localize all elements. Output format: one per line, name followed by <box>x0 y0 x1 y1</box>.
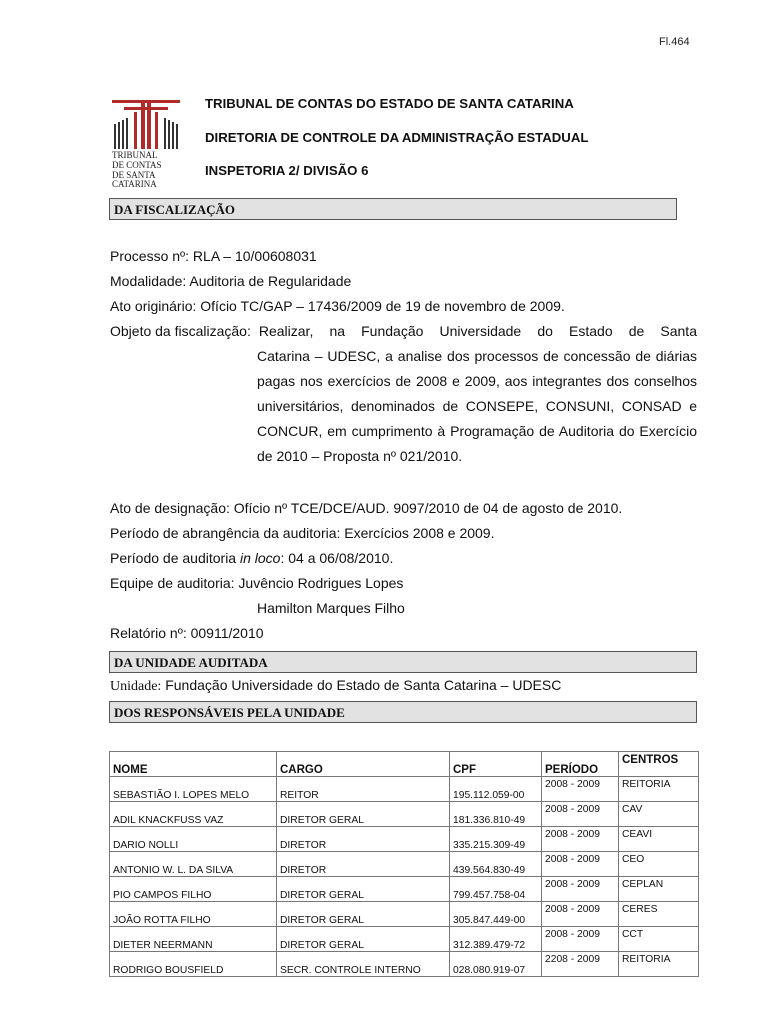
logo-text: DE CONTAS <box>112 160 162 170</box>
cell-centro: REITORIA <box>619 777 699 802</box>
col-cargo: CARGO <box>277 752 450 777</box>
col-centros: CENTROS <box>619 752 699 777</box>
col-periodo: PERÍODO <box>542 752 619 777</box>
table-row <box>110 902 699 927</box>
table-row <box>110 777 699 802</box>
header-diretoria: DIRETORIA DE CONTROLE DA ADMINISTRAÇÃO ESTADUAL <box>205 130 589 145</box>
table-row <box>110 952 699 977</box>
cell-cargo: REITOR <box>277 777 450 802</box>
table-header-row <box>110 752 699 777</box>
periodo-auditoria-prefix: Período de auditoria <box>110 550 240 566</box>
cell-periodo: 2208 - 2009 <box>542 952 619 977</box>
ato-originario-line: Ato originário: Ofício TC/GAP – 17436/2009 de 19 de novembro de 2009. <box>110 298 565 314</box>
periodo-abrangencia-line: Período de abrangência da auditoria: Exercícios 2008 e 2009. <box>110 525 495 541</box>
table-row <box>110 877 699 902</box>
ato-designacao-line: Ato de designação: Ofício nº TCE/DCE/AUD. 9097/2010 de 04 de agosto de 2010. <box>110 500 623 516</box>
cell-nome: DIETER NEERMANN <box>110 927 277 952</box>
equipe-line: Equipe de auditoria: Juvêncio Rodrigues Lopes <box>110 575 404 591</box>
logo-text: TRIBUNAL <box>112 150 158 160</box>
table-row <box>110 852 699 877</box>
header-inspetoria: INSPETORIA 2/ DIVISÃO 6 <box>205 163 369 178</box>
cell-periodo: 2008 - 2009 <box>542 852 619 877</box>
responsaveis-table <box>109 751 699 977</box>
cell-periodo: 2008 - 2009 <box>542 777 619 802</box>
unidade-value: Fundação Universidade do Estado de Santa Catarina – UDESC <box>165 677 562 693</box>
unidade-line <box>110 677 561 695</box>
cell-cargo: DIRETOR GERAL <box>277 927 450 952</box>
equipe-member-2: Hamilton Marques Filho <box>257 600 405 616</box>
cell-cargo: SECR. CONTROLE INTERNO <box>277 952 450 977</box>
cell-cpf: 028.080.919-07 <box>450 952 542 977</box>
table-row <box>110 927 699 952</box>
cell-cargo: DIRETOR <box>277 827 450 852</box>
cell-periodo: 2008 - 2009 <box>542 827 619 852</box>
cell-periodo: 2008 - 2009 <box>542 802 619 827</box>
cell-cargo: DIRETOR GERAL <box>277 802 450 827</box>
cell-centro: CCT <box>619 927 699 952</box>
objeto-first-text: Realizar, na Fundação Universidade do Estado de Santa <box>258 323 697 339</box>
cell-cargo: DIRETOR GERAL <box>277 902 450 927</box>
objeto-label: Objeto da fiscalização: <box>110 323 251 339</box>
cell-nome: ANTONIO W. L. DA SILVA <box>110 852 277 877</box>
cell-cpf: 439.564.830-49 <box>450 852 542 877</box>
periodo-auditoria-in-loco: in loco <box>239 550 281 566</box>
objeto-text: Catarina – UDESC, a analise dos processos de concessão de diárias pagas nos exercícios de 2008 e 2009, aos integrantes dos conselhos universitários, denominados de CONSEPE, CONSUNI, CONSAD e CONCUR, em cumprimento à Programação de Auditoria do Exercício de 2010 – Proposta nº 021/2010. <box>257 348 697 464</box>
col-nome: NOME <box>110 752 277 777</box>
cell-cpf: 181.336.810-49 <box>450 802 542 827</box>
relatorio-line: Relatório nº: 00911/2010 <box>110 625 264 641</box>
header-tribunal: TRIBUNAL DE CONTAS DO ESTADO DE SANTA CATARINA <box>205 96 574 111</box>
col-cpf: CPF <box>450 752 542 777</box>
logo-text: CATARINA <box>112 179 157 188</box>
cell-cpf: 335.215.309-49 <box>450 827 542 852</box>
cell-centro: CEPLAN <box>619 877 699 902</box>
cell-periodo: 2008 - 2009 <box>542 877 619 902</box>
cell-centro: REITORIA <box>619 952 699 977</box>
page-number: Fl.464 <box>659 36 690 48</box>
objeto-first-line <box>110 323 697 339</box>
table-row <box>110 827 699 852</box>
table-row <box>110 802 699 827</box>
cell-nome: ADIL KNACKFUSS VAZ <box>110 802 277 827</box>
processo-line: Processo nº: RLA – 10/00608031 <box>110 248 317 264</box>
cell-cpf: 195.112.059-00 <box>450 777 542 802</box>
cell-cpf: 305.847.449-00 <box>450 902 542 927</box>
cell-cargo: DIRETOR <box>277 852 450 877</box>
cell-nome: JOÃO ROTTA FILHO <box>110 902 277 927</box>
cell-centro: CERES <box>619 902 699 927</box>
modalidade-line: Modalidade: Auditoria de Regularidade <box>110 273 352 289</box>
cell-centro: CAV <box>619 802 699 827</box>
logo-text: DE SANTA <box>112 170 156 180</box>
cell-centro: CEAVI <box>619 827 699 852</box>
periodo-auditoria-line <box>110 550 393 566</box>
cell-cpf: 312.389.479-72 <box>450 927 542 952</box>
cell-periodo: 2008 - 2009 <box>542 927 619 952</box>
tribunal-logo <box>110 100 182 188</box>
cell-nome: RODRIGO BOUSFIELD <box>110 952 277 977</box>
section-fiscalizacao: DA FISCALIZAÇÃO <box>109 198 677 220</box>
section-responsaveis: DOS RESPONSÁVEIS PELA UNIDADE <box>109 701 697 723</box>
cell-cpf: 799.457.758-04 <box>450 877 542 902</box>
cell-cargo: DIRETOR GERAL <box>277 877 450 902</box>
cell-nome: PIO CAMPOS FILHO <box>110 877 277 902</box>
section-unidade: DA UNIDADE AUDITADA <box>109 651 697 673</box>
cell-nome: SEBASTIÃO I. LOPES MELO <box>110 777 277 802</box>
cell-centro: CEO <box>619 852 699 877</box>
periodo-auditoria-suffix: : 04 a 06/08/2010. <box>280 550 394 566</box>
cell-periodo: 2008 - 2009 <box>542 902 619 927</box>
cell-nome: DARIO NOLLI <box>110 827 277 852</box>
unidade-label: Unidade: <box>110 679 162 694</box>
